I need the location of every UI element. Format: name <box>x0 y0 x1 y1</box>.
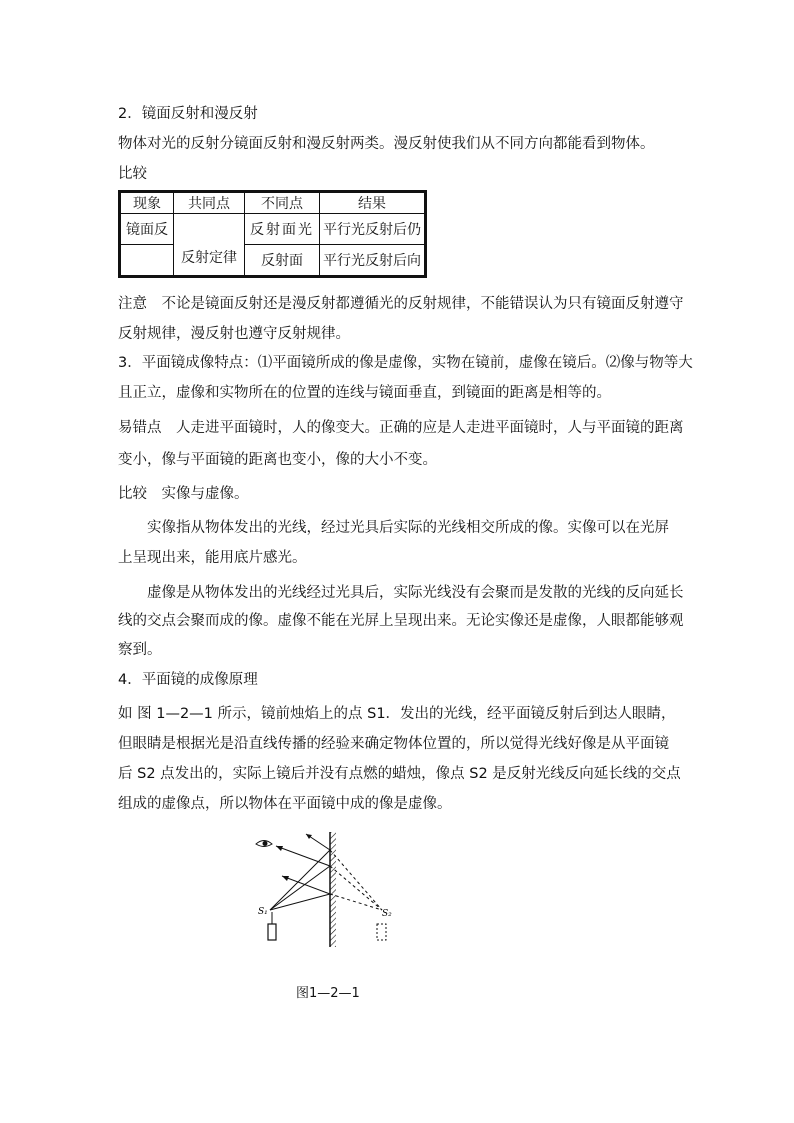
error-point-line: 变小，像与平面镜的距离也变小，像的大小不变。 <box>118 452 437 468</box>
paragraph: 物体对光的反射分镜面反射和漫反射两类。漫反射使我们从不同方向都能看到物体。 <box>118 136 655 152</box>
table-header: 不同点 <box>245 192 320 214</box>
table-header: 共同点 <box>174 192 245 214</box>
mirror-hatching <box>330 832 336 947</box>
table-header-row <box>120 192 426 214</box>
figure-caption: 图1—2—1 <box>296 986 360 1001</box>
section-2-title: 2．镜面反射和漫反射 <box>118 106 258 122</box>
label-s1: S₁ <box>258 907 268 917</box>
section-3-line: 且正立，虚像和实物所在的位置的连线与镜面垂直，到镜面的距离是相等的。 <box>118 385 611 401</box>
table-cell <box>120 245 174 277</box>
compare-line: 比较 实像与虚像。 <box>118 486 249 502</box>
reflected-rays <box>276 834 330 894</box>
note-line: 注意 不论是镜面反射还是漫反射都遵循光的反射规律，不能错误认为只有镜面反射遵守 <box>118 296 684 312</box>
error-point-line: 易错点 人走进平面镜时，人的像变大。正确的应是人走进平面镜时，人与平面镜的距离 <box>118 420 684 436</box>
table-header: 结果 <box>320 192 426 214</box>
virtual-image-line: 线的交点会聚而成的像。虚像不能在光屏上呈现出来。无论实像还是虚像，人眼都能够观 <box>118 613 684 629</box>
compare-label: 比较 <box>118 166 147 182</box>
section-4-title: 4．平面镜的成像原理 <box>118 672 258 688</box>
section-4-line: 如 图 1—2—1 所示，镜前烛焰上的点 S1．发出的光线，经平面镜反射后到达人眼睛， <box>118 706 676 722</box>
section-4-line: 但眼睛是根据光是沿直线传播的经验来确定物体位置的，所以觉得光线好像是从平面镜 <box>118 736 669 752</box>
table-row <box>120 245 426 277</box>
virtual-extensions <box>330 850 382 910</box>
eye-icon <box>256 841 272 847</box>
table-cell: 反射定律 <box>174 214 245 277</box>
virtual-image-line: 察到。 <box>118 642 162 658</box>
real-image-line: 实像指从物体发出的光线，经过光具后实际的光线相交所成的像。实像可以在光屏 <box>147 520 669 536</box>
table-cell: 反射面光 <box>245 214 320 245</box>
comparison-table <box>118 190 427 278</box>
incident-rays <box>270 850 330 910</box>
section-4-line: 后 S2 点发出的，实际上镜后并没有点燃的蜡烛，像点 S2 是反射光线反向延长线的交点 <box>118 766 681 782</box>
section-3-line: 3．平面镜成像特点：⑴平面镜所成的像是虚像，实物在镜前，虚像在镜后。⑵像与物等大 <box>118 355 693 371</box>
label-s2: S₂ <box>382 909 392 919</box>
table-cell: 平行光反射后仍 <box>320 214 426 245</box>
note-line: 反射规律，漫反射也遵守反射规律。 <box>118 326 350 342</box>
virtual-image-line: 虚像是从物体发出的光线经过光具后，实际光线没有会聚而是发散的光线的反向延长 <box>147 585 684 601</box>
mirror-diagram <box>248 830 408 955</box>
real-image-line: 上呈现出来，能用底片感光。 <box>118 550 307 566</box>
candle <box>268 924 276 940</box>
table-header: 现象 <box>120 192 174 214</box>
table-cell: 平行光反射后向 <box>320 245 426 277</box>
virtual-candle <box>377 924 386 940</box>
table-cell: 反射面 <box>245 245 320 277</box>
table-cell: 镜面反 <box>120 214 174 245</box>
section-4-line: 组成的虚像点，所以物体在平面镜中成的像是虚像。 <box>118 796 452 812</box>
table-row <box>120 214 426 245</box>
